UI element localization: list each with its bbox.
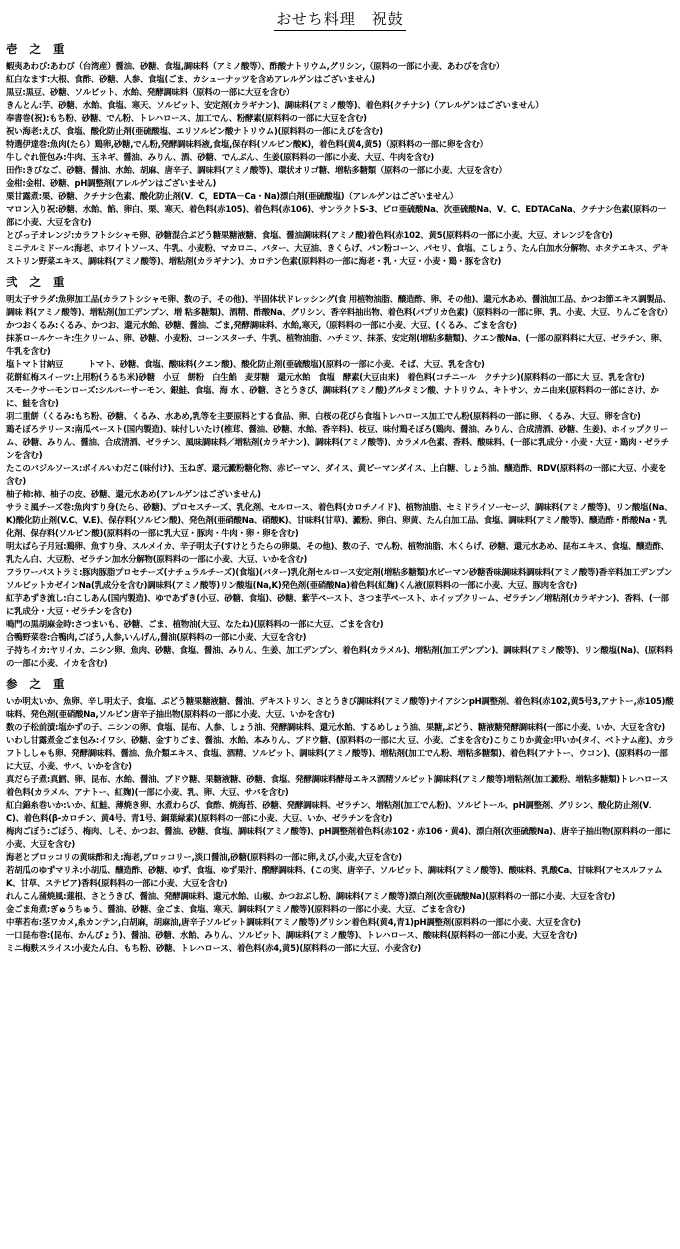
ingredient-item: ミニ梅麩スライス:小麦たん白、もち粉、砂糖、トレハロース、着色料(赤4,黄5)(原料料の一部に大豆、小麦含む): [6, 943, 422, 953]
ingredient-item: 一口昆布巻:(昆布、かんぴょう)、醤油、砂糖、水飴、みりん、ソルビット、調味料(アミノ酸等)、トレハロース、酸味料(原料料の一部に小麦、大豆を含む): [6, 930, 578, 940]
ingredient-item: 金柑:金柑、砂糖、pH調整剤(アレルゲンはございません): [6, 178, 217, 188]
ingredient-item: 紅芋あずき流し:白こしあん(国内製造)、ゆであずき(小豆、砂糖、食塩)、砂糖、紫芋ペースト、さつま芋ペースト、ホイップクリーム、ゼラチン／増粘剤(カラギナン)、香料、(一部に乳成分・大豆・ゼラチンを含む): [6, 593, 669, 616]
section-heading: 弐 之 重: [6, 275, 69, 289]
ingredient-item: スモークサーモンローズ:シルバーサーモン、銀鮭、食塩、海 水 、砂糖、さとうきび、調味料(アミノ酸)グルタミン酸、ナトリウム、キトサン、カニ由来(原料料の一部にさけ、かに、鮭を含む): [6, 385, 659, 408]
ingredient-item: ミニテルミドール:海老、ホワイトソース、牛乳、小麦粉、マカロニ、バター、大豆油、きくらげ、パン粉コーン、パセリ、食塩、こしょう、たん白加水分解物、ホタテエキス、デキストリン野菜エキス、調味料(アミノ酸等)、増粘剤(カラギナン)、カロテン色素(原料料の一部に海老・乳・大豆・小麦・鶏・豚を含む): [6, 243, 669, 266]
ingredient-item: 鳴門の黒胡麻金時:さつまいも、砂糖、ごま、植物油(大豆、なたね)(原料料の一部に大豆、ごまを含む): [6, 619, 384, 629]
ingredient-item: フラワーパストラミ:豚肉豚脂プロセチーズ(ナチュラルチーズ)(食塩)(バター)乳化剤セルロース安定剤(増粘多糖類)水ピーマン砂糖香味調味料調味料(アミノ酸等)香辛料加工デンプンソルビットカゼインNa(乳成分を含む)調味料(アミノ酸等)リン酸塩(Na,K)発色剤(亜硝酸Na)着色料(紅麹)くん液(原料料の一部に小麦、大豆、豚肉を含む): [6, 567, 672, 590]
ingredient-item: 栗甘露煮:栗、砂糖、クチナシ色素、酸化防止剤(V．C，EDTA－Ca・Na)漂白剤(亜硫酸塩)（アレルゲンはございません）: [6, 191, 458, 201]
ingredient-item: 抹茶ロールケーキ:生クリーム、卵、砂糖、小麦粉、コーンスターチ、牛乳、植物油脂、ハチミツ、抹茶、安定剤(増粘多糖類)、クエン酸Na、(一部の原料料に大豆、ゼラチン、卵、牛乳を含む): [6, 333, 668, 356]
ingredient-item: 明太子サラダ:魚卵加工品(カラフトシシャモ卵、数の子、その他)、半固体状ドレッシング(食 用植物油脂、醸造酢、卵、その他)、還元水あめ、醤油加工品、かつお節エキス調製品、調味 料(アミノ酸等)、増粘剤(加工デンプン、増 粘多糖類)、酒精、酢酸Na、グリシン、香辛料抽出物、着色料(パプリカ色素)（原料料の一部に卵、乳、小麦、大豆、りんごを含む）: [6, 294, 673, 317]
ingredient-item: 鶏そぼろテリーヌ:南瓜ペースト(国内製造)、味付しいたけ(椎茸、醤油、砂糖、水飴、香辛料)、枝豆、味付鶏そぼろ(鶏肉、醤油、みりん、合成清酒、砂糖、生姜)、ホイップクリーム、砂糖、みりん、醤油、合成清酒、ゼラチン、風味調味料／増粘剤(カラギナン)、調味料(アミノ酸等)、カラメル色素、香料、酸味料、(一部に乳成分・小麦・大豆・鶏肉・ゼラチンを含む): [6, 424, 669, 460]
ingredient-item: 梅肉ごぼう:ごぼう、梅肉、しそ、かつお、醤油、砂糖、食塩、調味料(アミノ酸等)、pH調整剤着色料(赤102・赤106・黄4)、漂白剤(次亜硫酸Na)、唐辛子抽出物(原料料の一部に小麦、大豆を含む): [6, 826, 671, 849]
ingredient-item: いか明太いか、魚卵、辛し明太子、食塩、ぶどう糖果糖液糖、醤油、デキストリン、さとうきび調味料(アミノ酸等)ナイアシンpH調整剤、着色料(赤102,黄5号3,アナトー,赤105)酸味料、発色剤(亜硝酸Na,ソルビン唐辛子抽出物(原料料の一部に小麦、大豆、いかを含む): [6, 696, 674, 719]
section-heading: 参 之 重: [6, 677, 69, 691]
ingredient-item: 蝦夷あわび:あわび（台湾産）醤油、砂糖、食塩,調味料（アミノ酸等）、酢酸ナトリウム,グリシン,（原料の一部に小麦、あわびを含む）: [6, 61, 505, 71]
ingredient-item: 子持ちイカ:ヤリイカ、ニシン卵、魚肉、砂糖、食塩、醤油、みりん、生姜、加工デンプン、着色料(カラメル)、増粘剤(加工デンプン)、調味料(アミノ酸等)、リン酸塩(Na)、(原料料の一部に小麦、イカを含む): [6, 645, 673, 668]
ingredient-item: 牛しぐれ笹包み:牛肉、玉ネギ、醤油、みりん、酒、砂糖、でんぷん、生姜(原料料の一部に小麦、大豆、牛肉を含む): [6, 152, 434, 162]
ingredient-item: たこのバジルソース:ボイルいわだこ(味付け)、玉ねぎ、還元澱粉糖化物、赤ピーマン、ダイス、黄ピーマンダイス、上白糖、しょう油、醸造酢、RDV(原料料の一部に大豆、小麦を含む): [6, 463, 667, 486]
ingredient-item: 田作:きびなご、砂糖、醤油、水飴、胡麻、唐辛子、調味料(アミノ酸等)、環状オリゴ糖、増粘多糖類（原料の一部に小麦、大豆を含む）: [6, 165, 507, 175]
ingredient-item: れんこん蒲焼風:蓮根、さとうきび、醤油、発酵調味料、還元水飴、山椒、かつおぶし粉、調味料(アミノ酸等)漂白剤(次亜硫酸Na)(原料料の一部に小麦、大豆を含む): [6, 891, 616, 901]
ingredient-item: 黒豆:黒豆、砂糖、ソルビット、水飴、発酵調味料（原料の一部に大豆を含む）: [6, 87, 295, 97]
document-title: [6, 8, 674, 29]
ingredient-item: 祝い海老:えび、食塩、酸化防止剤(亜硫酸塩、エリソルビン酸ナトリウム)(原料料の一部にえびを含む): [6, 126, 383, 136]
ingredient-item: 羽二重餅（くるみ:もち粉、砂糖、くるみ、水あめ,乳等を主要原料とする食品、卵、白桜の花びら食塩トレハロース加工でん粉(原料料の一部に卵、くるみ、大豆、卵を含む): [6, 411, 641, 421]
ingredient-item: 明太ばら子月冠:鶏卵、魚すり身、スルメイカ、辛子明太子(すけとうたらの卵巣、その他)、数の子、でん粉、植物油脂、木くらげ、砂糖、還元水あめ、昆布エキス、食塩、醸造酢、乳たん白、大豆粉、ゼラチン加水分解物(原料料の一部に小麦、大豆、いかを含む): [6, 541, 669, 564]
ingredient-item: いわし甘露煮金ごま包み:イワシ、砂糖、金すりごま、醤油、水飴、本みりん、ブドウ糖、(原料料の一部に大 豆、小麦、ごまを含む)こりこりか黄金:甲いか(タイ、ベトナム産)、カラフトししゃも卵、発酵調味料、醤油、魚介類エキス、食塩、酒精、ソルビット、調味料(アミノ酸等)、増粘剤(加工でん粉、増粘多糖類)、着色料(アナトー、ウコン)、(原料料の一部に大豆、小麦、サバ、いかを含む): [6, 735, 674, 771]
ingredient-item: サラミ風チーズ巻:魚肉すり身(たら、砂糖)、プロセスチーズ、乳化剤、セルロース、着色料(カロチノイド)、植物油脂、セミドライソーセージ、調味料(アミノ酸等)、リン酸塩(Na、K)酸化防止剤(V.C、V.E)、保存料(ソルビン酸)、発色剤(亜硝酸Na、硝酸K)、甘味料(甘草)、澱粉、卵白、卵黄、たん白加工品、食塩、調味料(アミノ酸等)、醸造酢・酢酸Na・乳化剤、保存料(ソルビン酸)(原料料の一部に乳大豆・豚肉・牛肉・卵・卵を含む): [6, 502, 673, 538]
ingredient-item: 特選伊達巻:魚肉(たら）鶏卵,砂糖,でん粉,発酵調味料液,食塩,保存料(ソルビン酸K)，着色料(黄4,黄5)（原料料の一部に卵を含む）: [6, 139, 488, 149]
ingredient-item: 金ごま角煮:ぎゅうちゅう、醤油、砂糖、金ごま、食塩、寒天、調味料(アミノ酸等)(原料料の一部に小麦、大豆、ごまを含む): [6, 904, 466, 914]
ingredient-item: マロン入り祝:砂糖、水飴、餡、卵白、栗、寒天、着色料(赤105)、着色料(赤106)、サンラクトS-3、ピロ亜硫酸Na、次亜硫酸Na、V、C、EDTACaNa、クチナシ色素(原料の一部に小麦、大豆を含む): [6, 204, 666, 227]
ingredient-item: 紅白なます:大根、食酢、砂糖、人参、食塩(ごま、カシューナッツを含めアレルゲンはございません): [6, 74, 375, 84]
ingredient-item: きんとん:芋、砂糖、水飴、食塩、寒天、ソルビット、安定剤(カラギナン)、調味料(アミノ酸等)、着色料(クチナシ)（アレルゲンはございません）: [6, 100, 544, 110]
ingredient-item: 真だら子煮:真鱈、卵、昆布、水飴、醤油、ブドウ糖、果糖液糖、砂糖、食塩、発酵調味料酵母エキス酒精ソルビット調味料(アミノ酸等)増粘剤(加工澱粉、増粘多糖類)トレハロース着色料(カラメル、アナトー、紅麹)(一部に小麦、乳、卵、大豆、サバを含む): [6, 774, 668, 797]
section-heading: 壱 之 重: [6, 42, 69, 56]
ingredient-item: 合鴨野菜巻:合鴨肉,ごぼう,人参,いんげん,醤油(原料料の一部に小麦、大豆を含む): [6, 632, 307, 642]
document-title-text: おせち料理 祝鼓: [274, 10, 406, 31]
ingredient-item: 塩トマト甘納豆 トマト、砂糖、食塩、酸味料(クエン酸)、酸化防止剤(亜硫酸塩)(原料の一部に小麦、そば、大豆、乳を含む): [6, 359, 485, 369]
ingredient-item: とびっ子オレンジ:カラフトシシャモ卵、砂糖混合ぶどう糖果糖液糖、食塩、醤油調味料(アミノ酸)着色料(赤102、黄5(原料料の一部に小麦、大豆、オレンジを含む): [6, 230, 613, 240]
ingredient-item: 数の子松前漬:塩かずの子、ニシンの卵、食塩、昆布、人参、しょう油、発酵調味料、還元水飴、するめしょう油、果糖,ぶどう、糖液糖発酵調味料(一部に小麦、いか、大豆を含む): [6, 722, 665, 732]
ingredient-item: 奉書巻(祝):もち粉、砂糖、でん粉、トレハロース、加工でん、粉酵素(原料料の一部に大豆を含む): [6, 113, 367, 123]
ingredient-item: 柚子柿:柿、柚子の皮、砂糖、還元水あめ(アレルゲンはございません): [6, 489, 261, 499]
ingredient-item: 中華若布:茎ワカメ,糸カンテン,白胡麻，胡麻油,唐辛子ソルビット調味料(アミノ酸等)グリシン着色料(黄4,青1)pH調整剤(原料料の一部に小麦、大豆を含む): [6, 917, 581, 927]
ingredient-item: かつおくるみ:くるみ、かつお、還元水飴、砂糖、醤油、ごま,発酵調味料、水飴,寒天,（原料料の一部に小麦、大豆、(くるみ、ごまを含む): [6, 320, 517, 330]
sections-container: [6, 41, 674, 955]
ingredient-item: 若胡瓜のゆずマリネ:小胡瓜、醸造酢、砂糖、ゆず、食塩、ゆず果汁、醗酵調味料、(この実、唐辛子、ソルビット、調味料(アミノ酸等)、酸味料、乳酸Ca、甘味料(アセスルファムK、甘草、ステビア)香料(原料料の一部に小麦、大豆を含む): [6, 865, 663, 888]
ingredient-item: 花餅紅梅スイーツ:上用粉(うるち米)砂糖 小豆 餅粉 白生餡 麦芽糖 還元水飴 食塩 酵素(大豆由来) 着色料(コチニール クチナシ)(原料料の一部に大 豆、乳を含む): [6, 372, 645, 382]
ingredient-item: 海老とブロッコリの黄味酢和え:海老,ブロッコリー,淡口醤油,砂糖(原料料の一部に卵,えび,小麦,大豆を含む): [6, 852, 402, 862]
ingredient-item: 紅白錦糸巻いか:いか、紅鮭、薄焼き卵、水煮わらび、食酢、焼海苔、砂糖、発酵調味料、ゼラチン、増粘剤(加工でん粉)、ソルビトール、pH調整剤、グリシン、酸化防止剤(V．C)、着色料(β-カロチン、黄4号、青1号、銅葉緑素)(原料料の一部に小麦、大豆、いか、ゼラチンを含む): [6, 800, 658, 823]
